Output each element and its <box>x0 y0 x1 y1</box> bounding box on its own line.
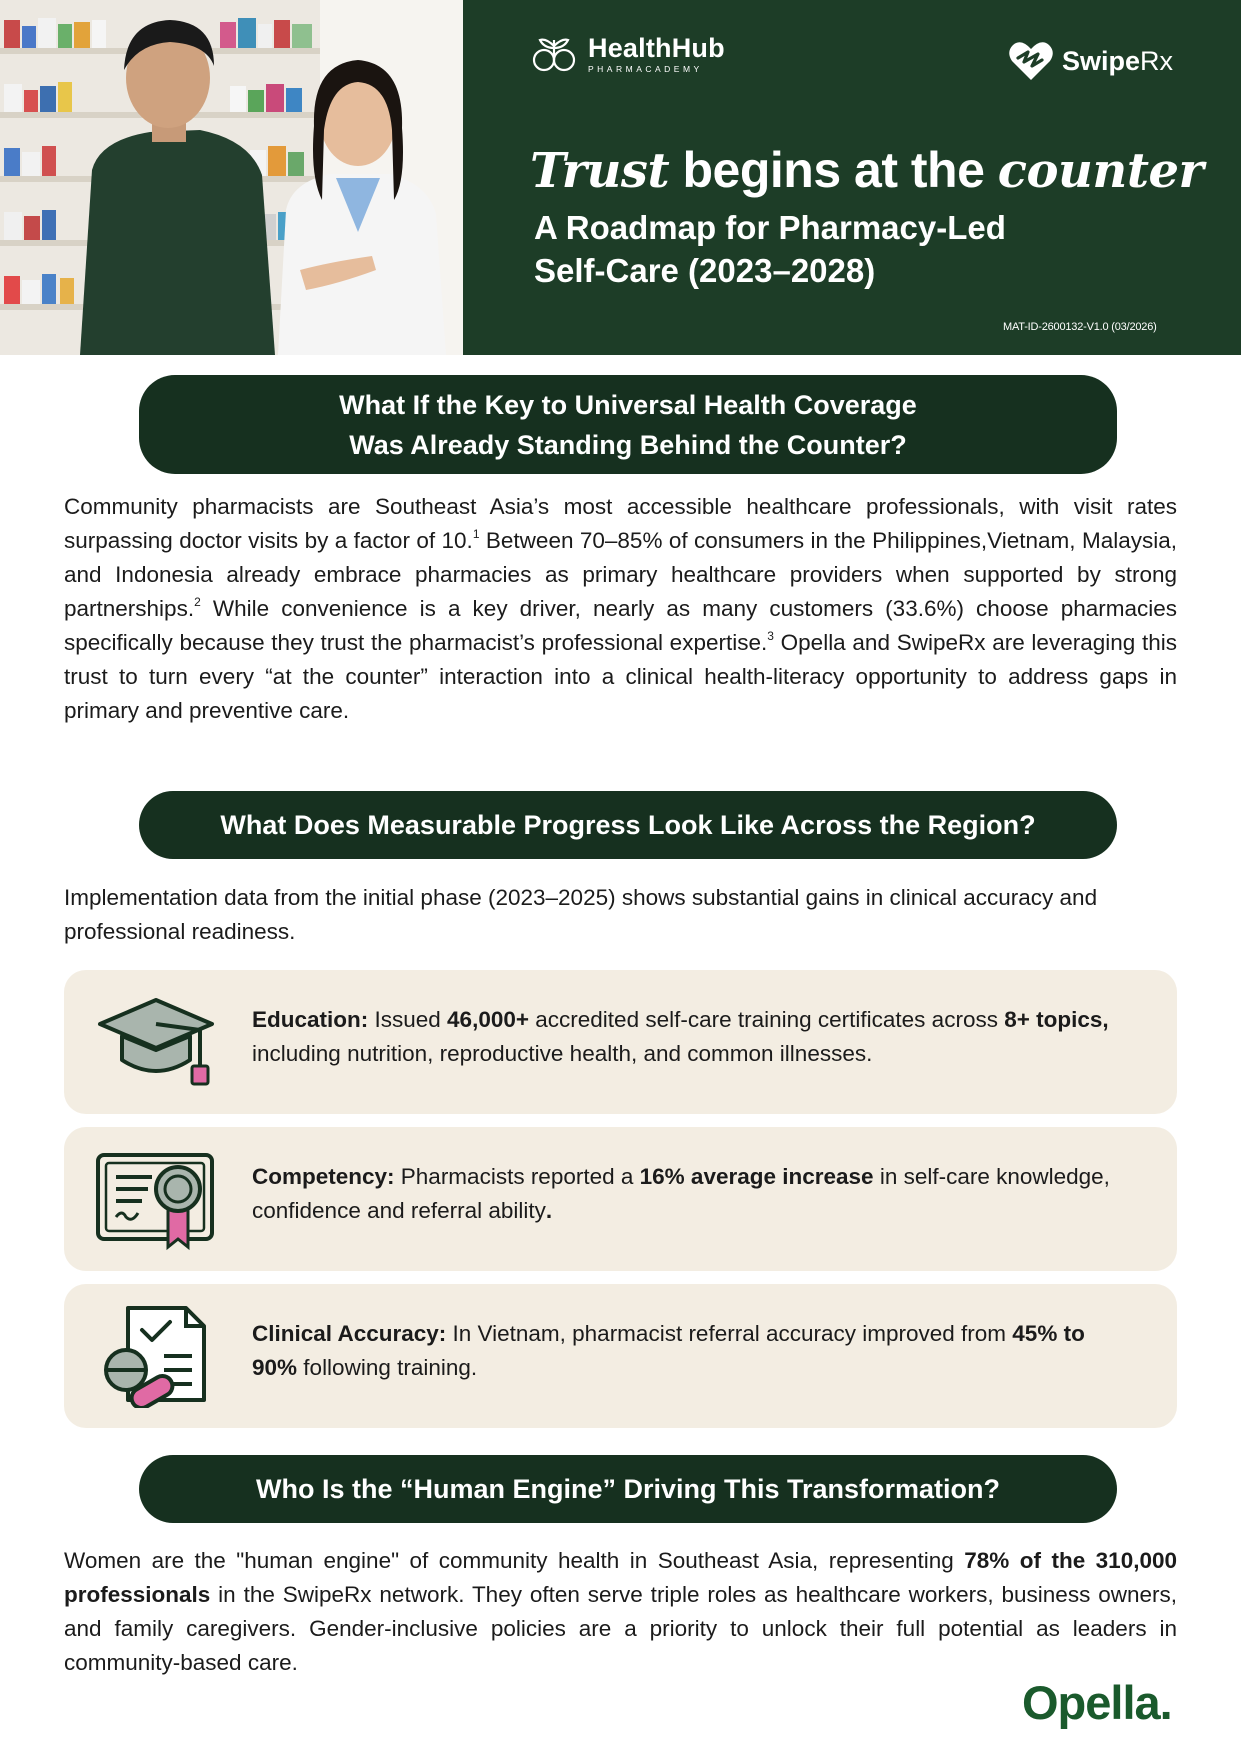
human-engine-paragraph <box>64 1544 1177 1680</box>
hero-subtitle: A Roadmap for Pharmacy-Led Self-Care (2023–2028) <box>534 209 1006 289</box>
progress-intro: Implementation data from the initial phase (2023–2025) shows substantial gains in clinical accuracy and professional readiness. <box>64 885 1098 944</box>
pharmacist-consultation-illustration <box>0 0 463 355</box>
competency-card <box>64 1127 1177 1271</box>
healthhub-subtitle: PHARMACADEMY <box>588 64 703 74</box>
hero-banner <box>0 0 1241 355</box>
swiperx-name-light: Rx <box>1140 45 1174 76</box>
education-label: Education: <box>252 1007 369 1032</box>
section-heading-uhc-text: What If the Key to Universal Health Coverage Was Already Standing Behind the Counter? <box>339 389 917 460</box>
clinical-accuracy-card <box>64 1284 1177 1428</box>
intro-paragraph <box>64 490 1177 728</box>
section-heading-human-engine-text: Who Is the “Human Engine” Driving This Transformation? <box>255 1474 1001 1504</box>
hero-title-counter: counter <box>997 143 1204 199</box>
section-heading-uhc <box>139 375 1117 474</box>
clinical-accuracy-label: Clinical Accuracy: <box>252 1321 447 1346</box>
graduation-cap-icon <box>92 990 220 1094</box>
education-stat-topics: 8+ topics, <box>1004 1007 1109 1032</box>
clinical-accuracy-text <box>252 1317 1132 1385</box>
intro-text-4: Opella and SwipeRx are leveraging this trust to turn every “at the counter” interaction into a clinical health-literacy opportunity to address gaps in primary and preventive care. <box>64 630 1177 723</box>
hero-photo <box>0 0 463 355</box>
footnote-2: 2 <box>194 594 201 609</box>
clinical-accuracy-stat: 45% to 90% <box>252 1321 1085 1380</box>
material-id: MAT-ID-2600132-V1.0 (03/2026) <box>1003 321 1157 333</box>
hero-title-middle: begins at the <box>669 142 998 198</box>
hero-title-trust: Trust <box>530 143 670 199</box>
education-text-1: Issued <box>368 1007 448 1032</box>
clinical-accuracy-text-2: following training. <box>297 1355 478 1380</box>
hero-title <box>530 142 1203 199</box>
competency-period: . <box>545 1198 553 1223</box>
education-card <box>64 970 1177 1114</box>
certificate-icon <box>92 1147 220 1251</box>
clinical-accuracy-text-1: In Vietnam, pharmacist referral accuracy improved from <box>446 1321 1013 1346</box>
competency-stat-increase: 16% average increase <box>639 1164 874 1189</box>
swiperx-logo <box>1008 40 1173 82</box>
footnote-1: 1 <box>472 526 480 541</box>
education-stat-certificates: 46,000+ <box>447 1007 530 1032</box>
healthhub-leaf-icon <box>530 34 578 74</box>
swiperx-name-bold: Swipe <box>1062 45 1141 76</box>
education-text <box>252 1003 1132 1071</box>
section-heading-progress <box>139 791 1117 859</box>
section-heading-human-engine <box>139 1455 1117 1523</box>
intro-text-1: Community pharmacists are Southeast Asia’s most accessible healthcare professionals, with visit rates surpassing doctor visits by a factor of 10. <box>64 494 1177 553</box>
section-heading-progress-text: What Does Measurable Progress Look Like Across the Region? <box>220 810 1036 840</box>
intro-text-2: Between 70–85% of consumers in the Philippines,Vietnam, Malaysia, and Indonesia already embrace pharmacies as primary healthcare providers when supported by strong partnerships. <box>64 528 1177 621</box>
education-text-3: including nutrition, reproductive health, and common illnesses. <box>252 1041 873 1066</box>
human-engine-text-2: in the SwipeRx network. They often serve triple roles as healthcare workers, business owners, and family caregivers. Gender-inclusive policies are a priority to unlock their full potential as leaders in community-based care. <box>64 1582 1177 1675</box>
clinical-checklist-icon <box>92 1304 220 1408</box>
education-text-2: accredited self-care training certificates across <box>529 1007 1005 1032</box>
competency-text-2: in self-care knowledge, confidence and referral ability <box>252 1164 1110 1223</box>
footnote-3: 3 <box>767 628 774 643</box>
competency-label: Competency: <box>252 1164 395 1189</box>
human-engine-stat: 78% of the 310,000 professionals <box>64 1548 1178 1607</box>
competency-text-1: Pharmacists reported a <box>394 1164 640 1189</box>
human-engine-text-1: Women are the "human engine" of community health in Southeast Asia, representing <box>64 1548 965 1573</box>
competency-text <box>252 1160 1132 1228</box>
swiperx-heart-icon <box>1008 40 1054 82</box>
intro-text-3: While convenience is a key driver, nearly as many customers (33.6%) choose pharmacies specifically because they trust the pharmacist’s professional expertise. <box>64 596 1177 655</box>
healthhub-name: HealthHub <box>588 33 725 63</box>
opella-logo: Opella. <box>1022 1676 1172 1729</box>
healthhub-logo <box>530 34 725 74</box>
